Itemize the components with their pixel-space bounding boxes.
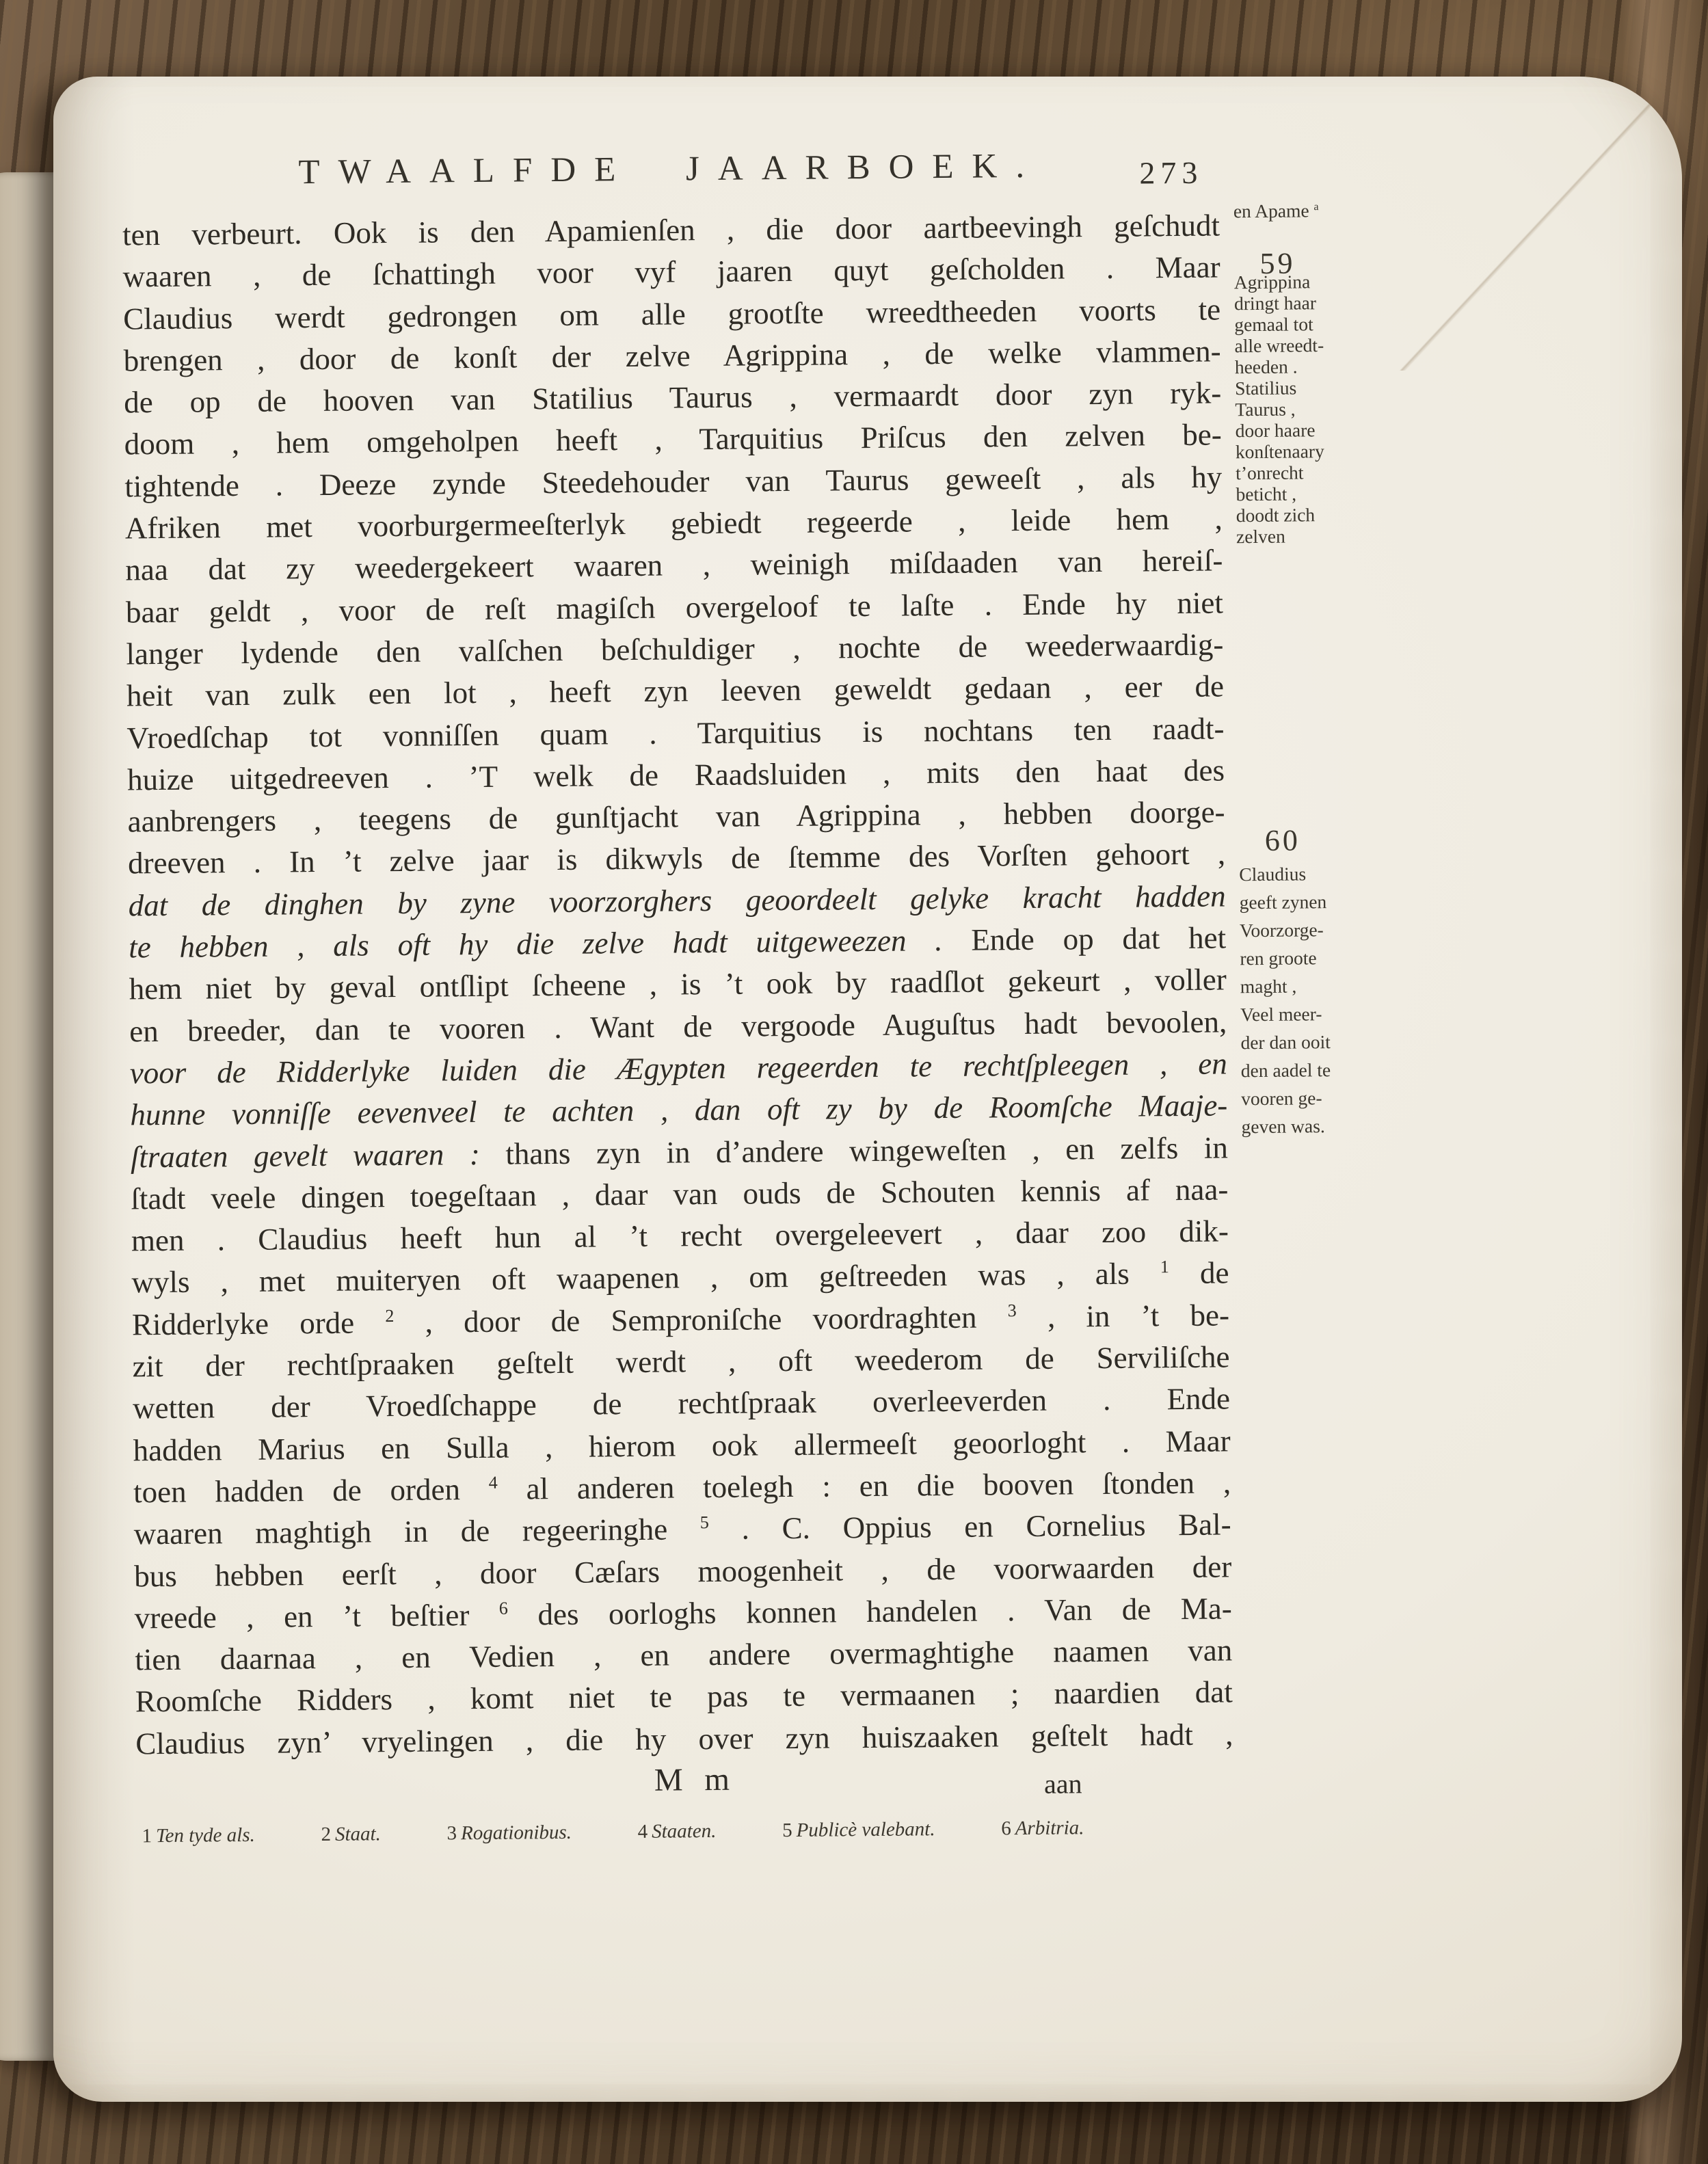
footnote-item: 3 Rogationibus. [446, 1821, 572, 1845]
text-line: naa dat zy weedergekeert waaren , weinigh miſdaaden van hereiſ- [125, 543, 1223, 587]
text-line: ten verbeurt. Ook is den Apamienſen , die door aartbeevingh geſchudt [122, 208, 1220, 252]
margin-note-line: heeden . [1234, 356, 1298, 378]
footnote-item: 1 Ten tyde als. [142, 1824, 255, 1847]
footnote-item: 5 Publicè valebant. [782, 1818, 935, 1842]
text-line: brengen , door de konſt der zelve Agrippina , de welke vlammen- [123, 334, 1221, 378]
text-line: wyls , met muiteryen oft waapenen , om geſtreeden was , als $^1$ de [131, 1255, 1229, 1300]
text-line: wetten der Vroedſchappe de rechtſpraak overleeverden . Ende [132, 1381, 1231, 1426]
running-header [122, 144, 1219, 193]
book-page [53, 77, 1682, 2102]
text-line: toen hadden de orden $^4$ al anderen toelegh : en die booven ſtonden , [133, 1465, 1231, 1510]
text-line: dreeven . In ’t zelve jaar is dikwyls de ſtemme des Vorſten gehoort , [127, 836, 1226, 881]
text-line: hunne vonniſſe eevenveel te achten , dan oft zy by de Roomſche Maaje- [130, 1088, 1228, 1132]
text-line: dat de dinghen by zyne voorzorghers geoordeelt gelyke kracht hadden [128, 879, 1226, 923]
text-line: heit van zulk een lot , heeft zyn leeven geweldt gedaan , eer de [126, 669, 1225, 713]
text-line: zit der rechtſpraaken geſtelt werdt , oft weederom de Serviliſche [132, 1339, 1230, 1384]
margin-note-line: t’onrecht [1236, 462, 1304, 484]
text-line: Roomſche Ridders , komt niet te pas te vermaanen ; naardien dat [135, 1674, 1233, 1719]
text-line: doom , hem omgeholpen heeft , Tarquitius Priſcus den zelven be- [124, 417, 1222, 462]
margin-note-line: en Apame $^a$ [1233, 200, 1319, 222]
margin-note-line: konſtenaary [1235, 440, 1324, 463]
margin-notes [1232, 72, 1444, 1138]
text-line: aanbrengers , teegens de gunſtjacht van Agrippina , hebben doorge- [127, 794, 1225, 839]
text-line: waaren , de ſchattingh voor vyf jaaren quyt geſcholden . Maar [122, 250, 1220, 294]
text-line: de op de hooven van Statilius Taurus , vermaardt door zyn ryk- [124, 375, 1222, 420]
margin-note-line: gemaal tot [1234, 313, 1313, 336]
margin-note [1239, 822, 1477, 858]
margin-note-line: doodt zich [1236, 504, 1316, 526]
margin-note-line: zelven [1236, 525, 1285, 548]
text-line: voor de Ridderlyke luiden die Ægypten regeerden te rechtſpleegen , en [129, 1046, 1227, 1091]
signature-mark: M m [654, 1761, 737, 1798]
text-line: ſtraaten gevelt waaren : thans zyn in d’andere wingeweſten , en zelfs in [130, 1130, 1229, 1174]
page-header-title: TWAALFDE JAARBOEK. [298, 146, 1043, 192]
text-line: ſtadt veele dingen toegeſtaan , daar van ouds de Schouten kennis af naa- [131, 1172, 1229, 1216]
margin-note-line: door haare [1235, 419, 1316, 442]
footnote-item: 4 Staaten. [637, 1819, 717, 1843]
margin-note-line: der dan ooit [1240, 1031, 1331, 1054]
margin-note-line: 59 [1259, 246, 1296, 280]
text-line: men . Claudius heeft hun al ’t recht overgeleevert , daar zoo dik- [131, 1214, 1229, 1258]
margin-note-line: Veel meer- [1240, 1003, 1322, 1026]
text-line: Claudius zyn’ vryelingen , die hy over zyn huiszaaken geſtelt hadt , [135, 1717, 1233, 1761]
text-line: hem niet by geval ontſlipt ſcheene , is ’t ook by raadſlot gekeurt , voller [129, 962, 1227, 1006]
margin-note-line: Agrippina [1233, 271, 1311, 293]
margin-note-line: beticht , [1236, 483, 1297, 505]
margin-note-line: 60 [1264, 823, 1301, 857]
text-line: bus hebben eerſt , door Cæſars moogenheit , de voorwaarden der [134, 1549, 1232, 1593]
text-line: hadden Marius en Sulla , hierom ook allermeeſt geoorloght . Maar [133, 1424, 1231, 1468]
text-line: tien daarnaa , en Vedien , en andere overmaghtighe naamen van [135, 1633, 1233, 1677]
text-line: Ridderlyke orde $^2$ , door de Semproniſche voordraghten $^3$ , in ’t be- [131, 1298, 1230, 1342]
margin-note [1233, 199, 1445, 222]
margin-note-line: Voorzorge- [1239, 919, 1324, 941]
text-line: tightende . Deeze zynde Steedehouder van Taurus geweeſt , als hy [124, 459, 1223, 504]
text-line: te hebben , als oft hy die zelve hadt uitgeweezen . Ende op dat het [128, 920, 1227, 965]
margin-note-line: Taurus , [1235, 398, 1296, 420]
margin-note-line: Claudius [1239, 863, 1307, 885]
margin-note-line: geven was. [1241, 1115, 1325, 1138]
margin-note-line: geeft zynen [1239, 891, 1327, 913]
text-line: baar geldt , voor de reſt magiſch overgeloof te laſte . Ende hy niet [125, 585, 1224, 630]
text-line: en breeder, dan te vooren . Want de vergoode Auguſtus hadt bevoolen, [129, 1004, 1227, 1049]
margin-note-line: alle wreedt- [1234, 334, 1324, 357]
margin-note [1239, 859, 1454, 1141]
margin-note-line: dringt haar [1233, 292, 1317, 315]
margin-note-line: ren groote [1240, 947, 1317, 970]
margin-note-line: vooren ge- [1241, 1087, 1322, 1110]
text-line: huize uitgedreeven . ’T welk de Raadsluiden , mits den haat des [126, 753, 1225, 797]
main-text [122, 204, 1233, 1765]
text-line: langer lydende den valſchen beſchuldiger , nochte de weederwaardig- [126, 627, 1224, 671]
footnote-item: 6 Arbitria. [1001, 1817, 1084, 1840]
footnote-item: 2 Staat. [321, 1823, 381, 1846]
text-line: Claudius werdt gedrongen om alle grootſte wreedtheeden voorts te [122, 292, 1221, 336]
page-content [46, 70, 1692, 2109]
text-line: Vroedſchap tot vonniſſen quam . Tarquitius is nochtans ten raadt- [126, 711, 1225, 756]
margin-note-line: den aadel te [1240, 1059, 1331, 1082]
margin-note [1234, 270, 1449, 548]
text-line: vreede , en ’t beſtier $^6$ des oorloghs konnen handelen . Van de Ma- [134, 1591, 1232, 1635]
margin-note-line: maght , [1240, 975, 1297, 998]
text-line: Afriken met voorburgermeeſterlyk gebiedt regeerde , leide hem , [124, 501, 1223, 546]
page-number: 273 [1139, 155, 1203, 191]
text-line: waaren maghtigh in de regeeringhe $^5$ . C. Oppius en Cornelius Bal- [133, 1507, 1231, 1551]
footnotes [142, 1817, 1084, 1847]
catchword: aan [1043, 1768, 1082, 1800]
margin-note-line: Statilius [1235, 377, 1297, 399]
